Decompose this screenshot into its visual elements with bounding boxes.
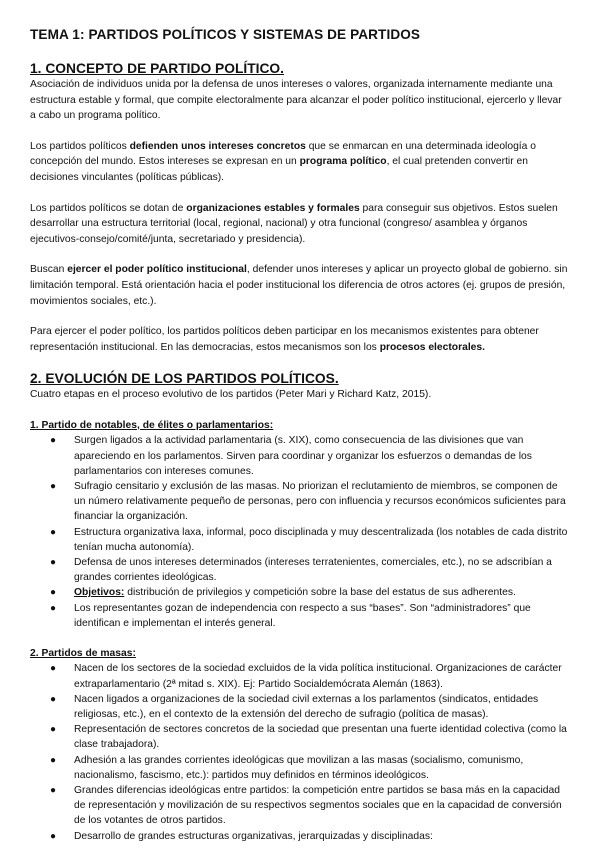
list-item: ● Estructura organizativa laxa, informal, poco disciplinada y muy descentralizada (los notables de cada distrito tenían mucha autonomía). [50,526,568,553]
list-item: ● Los representantes gozan de independencia con respecto a sus “bases”. Son “administradores” que identifican e implementan el interés general. [50,602,531,629]
bullet-icon: ● [50,480,57,492]
bullet-icon: ● [50,435,57,447]
section-1-paragraph-1: Asociación de individuos unida por la defensa de unos intereses o valores, organizada internamente mediante una estructura estable y formal, que compite electoralmente para alcanzar el poder político institucional, ejercerlo y llevar a cabo un programa político. [30,79,562,122]
bullet-icon: ● [50,754,57,766]
bullet-icon: ● [50,724,57,736]
bullet-icon: ● [50,556,57,568]
section-1-heading: 1. CONCEPTO DE PARTIDO POLÍTICO. [30,61,284,76]
masas-list [30,661,570,843]
list-item: ● Representación de sectores concretos de la sociedad que presentan una fuerte identidad colectiva (como la clase trabajadora). [50,724,567,751]
list-item: ● Sufragio censitario y exclusión de las masas. No priorizan el reclutamiento de miembros, se componen de un número relativamente pequeño de personas, pero con influencia y recursos económicos suficientes para financiar la organización. [50,480,566,523]
section-1-paragraph-3: Los partidos políticos se dotan de organizaciones estables y formales para conseguir sus objetivos. Estos suelen desarrollar una estructura territorial (local, regional, nacional) y otra funcional (congreso/ asamblea y órganos ejecutivos-consejo/comité/junta, secretariado y presidencia). [30,202,558,245]
bullet-icon: ● [50,663,57,675]
notables-list [30,433,570,631]
list-item: ● Defensa de unos intereses determinados (intereses terratenientes, comerciales, etc.), no se adscribían a grandes corrientes ideológicas. [50,556,552,584]
list-item: ● Adhesión a las grandes corrientes ideológicas que movilizan a las masas (socialismo, comunismo, nacionalismo, fascismo, etc.): partidos muy definidos en términos ideológicos. [50,754,524,781]
list-item: ● Grandes diferencias ideológicas entre partidos: la competición entre partidos se basa más en la capacidad de representación y movilización de su respectivos segmentos sociales que en la capacidad de conversión de los votantes de otros partidos. [50,784,562,827]
section-1-paragraph-2: Los partidos políticos defienden unos intereses concretos que se enmarcan en una determinada ideología o concepción del mundo. Estos intereses se expresan en un programa político, el cual pretenden convertir en decisiones vinculantes (políticas públicas). [30,140,536,183]
bullet-icon: ● [50,587,57,599]
bullet-icon: ● [50,784,57,796]
section-2-heading: 2. EVOLUCIÓN DE LOS PARTIDOS POLÍTICOS. [30,371,339,387]
subsection-masas-heading: 2. Partidos de masas: [30,647,136,659]
list-item: ● Nacen de los sectores de la sociedad excluidos de la vida política institucional. Organizaciones de carácter extraparlamentario (2ª mitad s. XIX). Ej: Partido Socialdemócrata Alemán (1863). [50,663,562,690]
subsection-notables-heading: 1. Partido de notables, de élites o parlamentarios: [30,419,274,431]
bullet-icon: ● [50,526,57,538]
bullet-icon: ● [50,693,57,705]
list-item-objetivos: ● Objetivos: distribución de privilegios y competición sobre la base del estatus de sus adherentes. [74,585,570,600]
bullet-icon: ● [50,830,57,842]
section-1-paragraph-4: Buscan ejercer el poder político institucional, defender unos intereses y aplicar un proyecto global de gobierno. sin limitación temporal. Está orientación hacia el poder institucional los diferencia de otros actores (ej. grupos de presión, movimientos sociales, etc.). [30,264,568,307]
section-1-paragraph-5: Para ejercer el poder político, los partidos políticos deben participar en los mecanismos existentes para obtener representación institucional. En las democracias, estos mecanismos son los procesos electorales. [30,326,539,353]
bullet-icon: ● [50,602,57,614]
list-item: ● Desarrollo de grandes estructuras organizativas, jerarquizadas y disciplinadas: [74,829,570,844]
section-2-intro: Cuatro etapas en el proceso evolutivo de los partidos (Peter Mari y Richard Katz, 2015). [30,389,432,401]
document-title: TEMA 1: PARTIDOS POLÍTICOS Y SISTEMAS DE PARTIDOS [30,27,421,42]
list-item: ● Nacen ligados a organizaciones de la sociedad civil externas a los parlamentos (sindicatos, entidades religiosas, etc.), en el contexto de la extensión del derecho de sufragio (política de masas). [50,693,539,720]
list-item: ● Surgen ligados a la actividad parlamentaria (s. XIX), como consecuencia de las divisiones que van apareciendo en los parlamentos. Sirven para coordinar y organizar los esfuerzos o demandas de los parlamentarios con intereses comunes. [50,435,532,477]
